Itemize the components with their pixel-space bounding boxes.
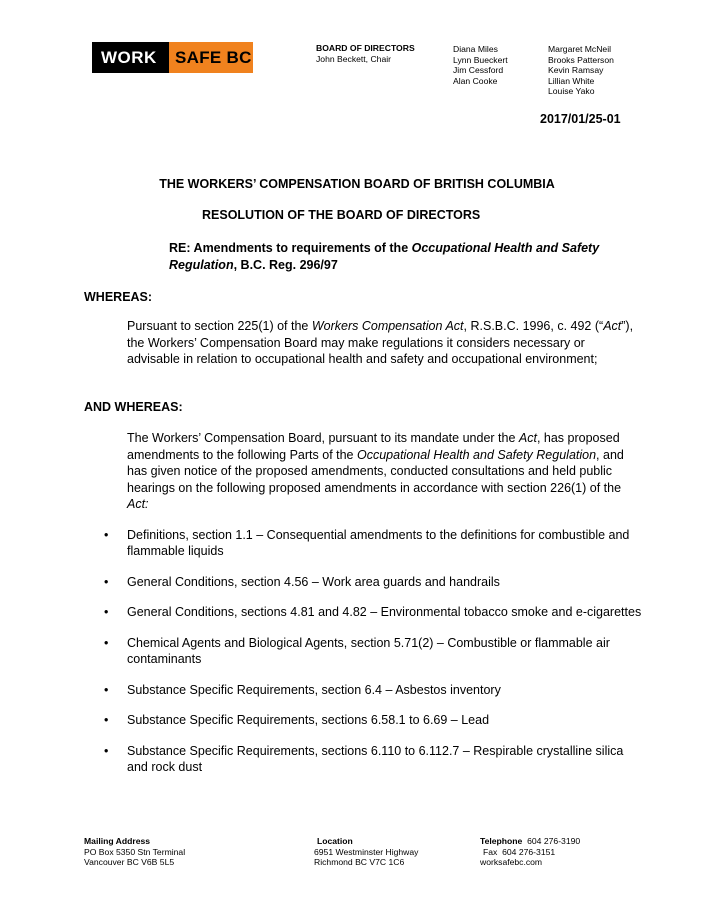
list-item-text: Substance Specific Requirements, sections 6.58.1 to 6.69 – Lead xyxy=(127,713,490,728)
whereas-paragraph xyxy=(127,318,637,368)
footer-telephone-label: Telephone xyxy=(480,836,523,846)
board-member: Lillian White xyxy=(548,75,595,86)
footer-fax: 604 276-3151 xyxy=(502,846,556,857)
footer-contact xyxy=(480,836,580,868)
list-item xyxy=(104,604,644,620)
logo-word-work: WORK xyxy=(101,48,157,67)
list-item xyxy=(104,712,644,728)
footer-location-heading: Location xyxy=(317,836,353,846)
and-whereas-heading: AND WHEREAS: xyxy=(84,400,183,414)
footer-website: worksafebc.com xyxy=(480,857,543,868)
footer-location-line1: 6951 Westminster Highway xyxy=(314,846,419,857)
title-organization: THE WORKERS’ COMPENSATION BOARD OF BRITISH COLUMBIA xyxy=(159,177,555,191)
list-item-text: General Conditions, sections 4.81 and 4.82 – Environmental tobacco smoke and e-cigarettes xyxy=(127,605,642,620)
title-resolution: RESOLUTION OF THE BOARD OF DIRECTORS xyxy=(202,208,481,222)
footer-mailing-line1: PO Box 5350 Stn Terminal xyxy=(84,846,186,857)
bullet-icon: • xyxy=(104,682,109,697)
footer-fax-label: Fax xyxy=(483,846,498,857)
regulation-name: Occupational Health and Safety Regulation xyxy=(357,447,597,462)
re-regulation-name: Occupational Health and Safety Regulation xyxy=(169,241,600,272)
list-item xyxy=(104,682,644,698)
bullet-icon: • xyxy=(104,605,109,620)
board-member: Louise Yako xyxy=(548,86,595,97)
re-prefix: RE: Amendments to requirements of the xyxy=(169,241,412,255)
whereas-heading: WHEREAS: xyxy=(84,290,153,304)
list-item-text: General Conditions, section 4.56 – Work area guards and handrails xyxy=(127,574,500,589)
footer-mailing-line2: Vancouver BC V6B 5L5 xyxy=(84,857,175,868)
logo-word-safebc: SAFE BC xyxy=(169,42,253,73)
list-item-text: Substance Specific Requirements, sections 6.110 to 6.112.7 – Respirable crystalline silica and rock dust xyxy=(127,743,624,775)
list-item xyxy=(104,635,644,667)
text: , R.S.B.C. 1996, c. 492 (“ xyxy=(463,319,604,333)
board-member: Margaret McNeil xyxy=(548,44,612,54)
board-heading-block xyxy=(316,43,415,64)
footer-location-line2: Richmond BC V7C 1C6 xyxy=(314,857,405,868)
footer-location xyxy=(314,836,418,868)
board-members-col1 xyxy=(453,44,508,86)
board-member: Alan Cooke xyxy=(453,75,498,86)
bullet-icon: • xyxy=(104,743,109,758)
worksafebc-logo xyxy=(92,42,253,73)
list-item xyxy=(104,743,644,775)
act-short: Act xyxy=(603,319,622,333)
list-item-text: Definitions, section 1.1 – Consequential amendments to the definitions for combustible and flammable liquids xyxy=(127,528,630,559)
bullet-icon: • xyxy=(104,713,109,728)
list-item-text: Substance Specific Requirements, section 6.4 – Asbestos inventory xyxy=(127,682,501,697)
text: , and has given notice of the proposed amendments, conducted consultations and held public hearings on the following proposed amendments in accordance with section 226(1) of the xyxy=(127,447,624,495)
board-chair: John Beckett, Chair xyxy=(316,53,391,64)
act-name: Workers Compensation Act xyxy=(311,319,464,333)
list-item xyxy=(104,574,644,590)
board-member: Brooks Patterson xyxy=(548,54,614,65)
act-short: Act: xyxy=(127,497,149,511)
board-members-col2 xyxy=(548,44,614,97)
re-subject xyxy=(169,240,639,274)
amendment-list xyxy=(104,527,644,790)
footer-telephone: 604 276-3190 xyxy=(527,836,581,846)
footer-mailing-address xyxy=(84,836,185,868)
list-item-text: Chemical Agents and Biological Agents, section 5.71(2) – Combustible or flammable air contaminants xyxy=(127,635,610,667)
text: Pursuant to section 225(1) of the xyxy=(127,319,312,333)
re-suffix: , B.C. Reg. 296/97 xyxy=(233,258,338,272)
text: , has proposed amendments to the following Parts of the xyxy=(127,431,620,462)
bullet-icon: • xyxy=(104,574,109,589)
document-number: 2017/01/25-01 xyxy=(540,112,621,126)
board-member: Kevin Ramsay xyxy=(548,65,604,76)
act-short: Act xyxy=(518,431,537,445)
board-member: Lynn Bueckert xyxy=(453,54,508,65)
board-heading: BOARD OF DIRECTORS xyxy=(316,43,415,53)
and-whereas-paragraph xyxy=(127,430,637,513)
board-member: Diana Miles xyxy=(453,44,498,54)
text: ”), the Workers’ Compensation Board may make regulations it considers necessary or advisable in relation to occupational health and safety and occupational environment; xyxy=(127,319,634,366)
bullet-icon: • xyxy=(104,635,109,650)
footer-mailing-heading: Mailing Address xyxy=(84,836,151,846)
list-item xyxy=(104,527,644,559)
bullet-icon: • xyxy=(104,528,109,542)
board-member: Jim Cessford xyxy=(453,65,504,76)
text: The Workers’ Compensation Board, pursuant to its mandate under the xyxy=(127,431,519,445)
